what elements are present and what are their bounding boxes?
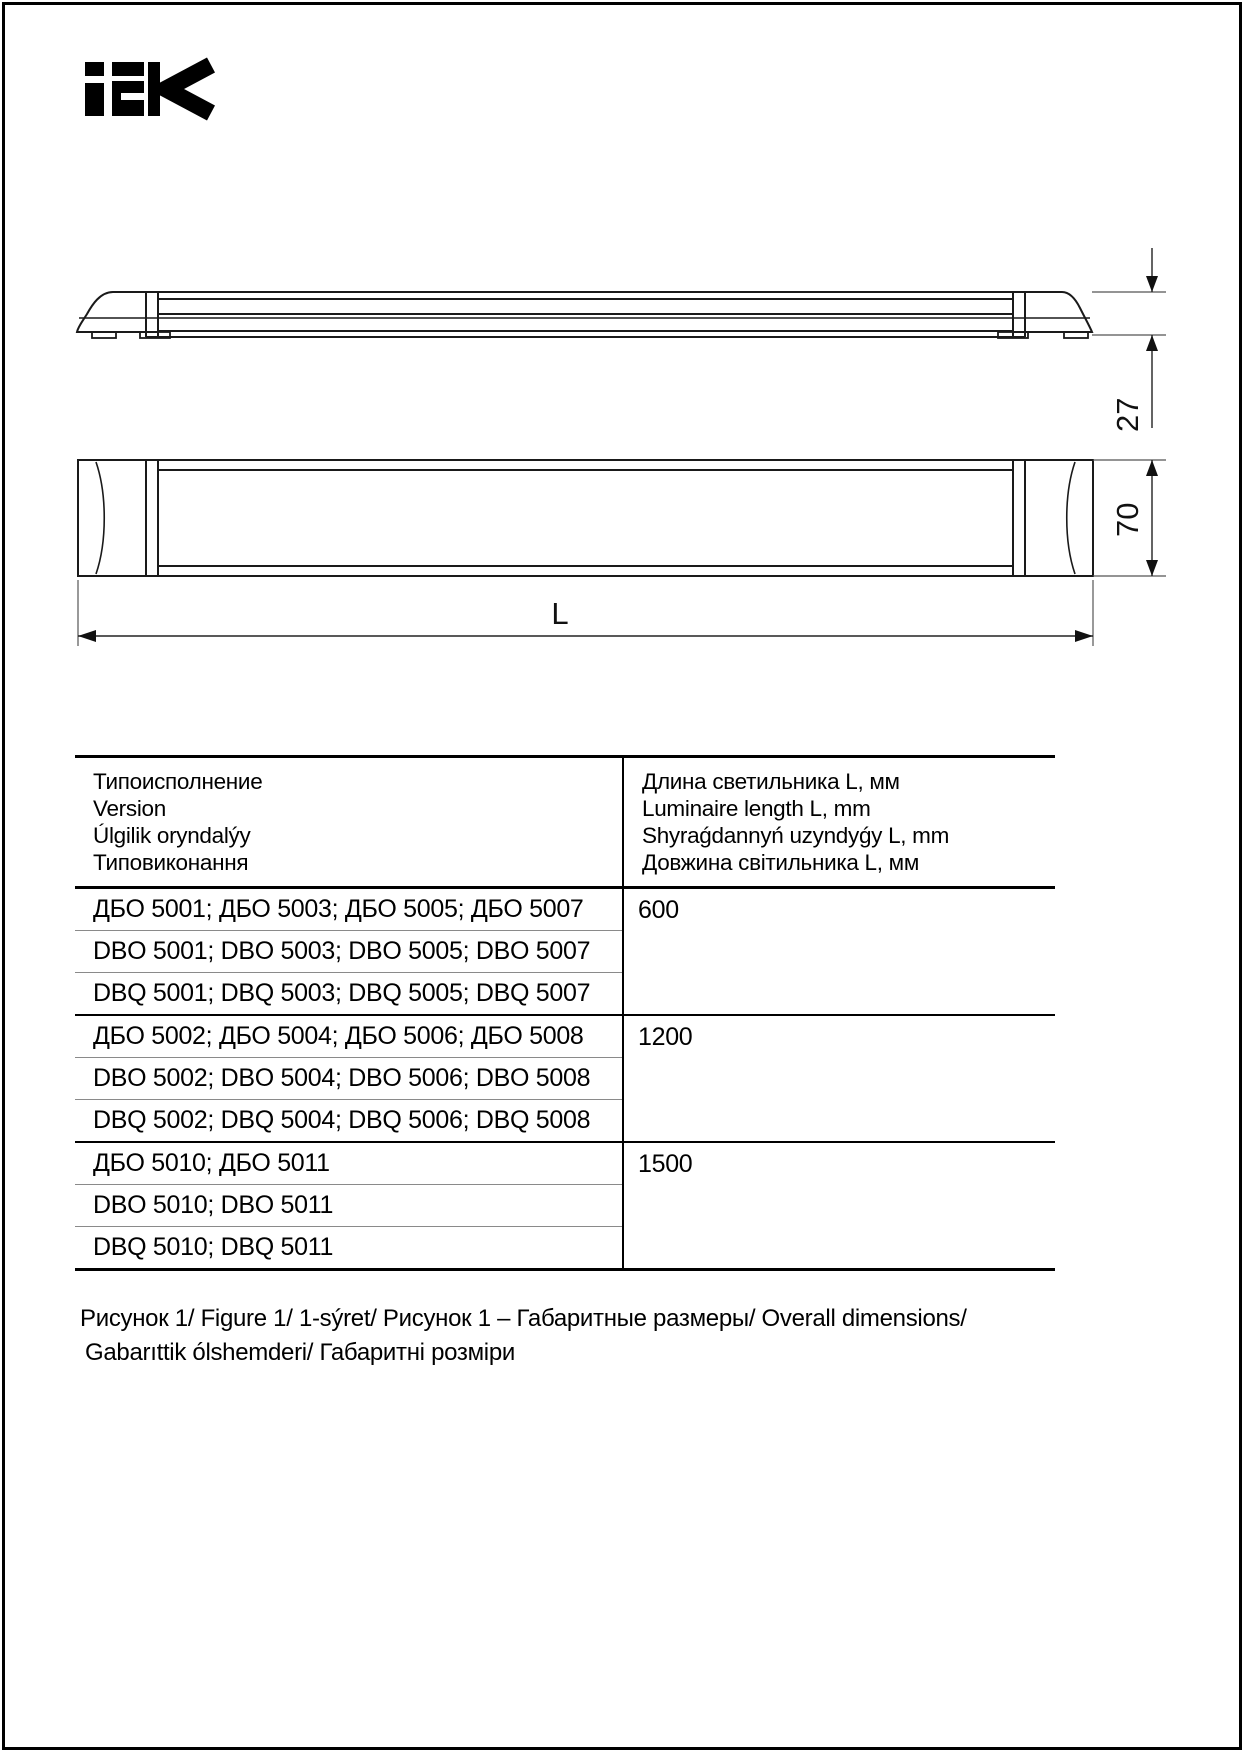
model-cell: DBQ 5001; DBQ 5003; DBQ 5005; DBQ 5007 (75, 973, 623, 1016)
luminaire-side-view (77, 292, 1092, 338)
dim-70-label: 70 (1110, 502, 1145, 537)
header-length-en: Luminaire length L, mm (642, 796, 871, 821)
figure-caption-line2: Gabarıttik ólshemderi/ Габаритні розміри (85, 1339, 515, 1366)
length-cell: 1500 (623, 1142, 1055, 1270)
model-cell: DBO 5001; DBO 5003; DBO 5005; DBO 5007 (75, 931, 623, 973)
header-length-uk: Довжина світильника L, мм (642, 850, 919, 875)
dimension-L (78, 580, 1093, 646)
header-version-kk: Úlgilik oryndalýy (93, 823, 251, 848)
dimension-27 (1092, 248, 1166, 432)
header-version-uk: Типовиконання (93, 850, 249, 875)
model-cell: ДБО 5002; ДБО 5004; ДБО 5006; ДБО 5008 (75, 1015, 623, 1058)
header-version (75, 757, 623, 888)
model-cell: ДБО 5010; ДБО 5011 (75, 1142, 623, 1185)
table-row (75, 888, 1055, 931)
model-cell: DBO 5010; DBO 5011 (75, 1185, 623, 1227)
model-cell: DBO 5002; DBO 5004; DBO 5006; DBO 5008 (75, 1058, 623, 1100)
table-header-row (75, 757, 1055, 888)
header-length-kk: Shyraǵdannyń uzyndyǵy L, mm (642, 823, 950, 848)
table-row (75, 1142, 1055, 1185)
header-length-ru: Длина светильника L, мм (642, 769, 900, 794)
figure-caption (80, 1302, 1120, 1370)
dim-27-label: 27 (1110, 397, 1145, 432)
dimension-70 (1093, 460, 1166, 576)
luminaire-front-view (78, 460, 1093, 576)
model-cell: DBQ 5010; DBQ 5011 (75, 1227, 623, 1270)
technical-drawing (0, 0, 1244, 700)
length-cell: 600 (638, 896, 679, 924)
header-length (623, 757, 1055, 888)
model-cell: ДБО 5001; ДБО 5003; ДБО 5005; ДБО 5007 (75, 888, 623, 931)
header-version-en: Version (93, 796, 166, 821)
iek-logo (85, 62, 211, 116)
dim-L-label: L (551, 596, 569, 631)
table-row (75, 1015, 1055, 1058)
model-cell: DBQ 5002; DBQ 5004; DBQ 5006; DBQ 5008 (75, 1100, 623, 1143)
spec-table (75, 755, 1055, 1271)
figure-caption-line1: Рисунок 1/ Figure 1/ 1-sýret/ Рисунок 1 – Габаритные размеры/ Overall dimensions/ (80, 1305, 967, 1332)
header-version-ru: Типоисполнение (93, 769, 263, 794)
length-cell: 1200 (623, 1015, 1055, 1142)
